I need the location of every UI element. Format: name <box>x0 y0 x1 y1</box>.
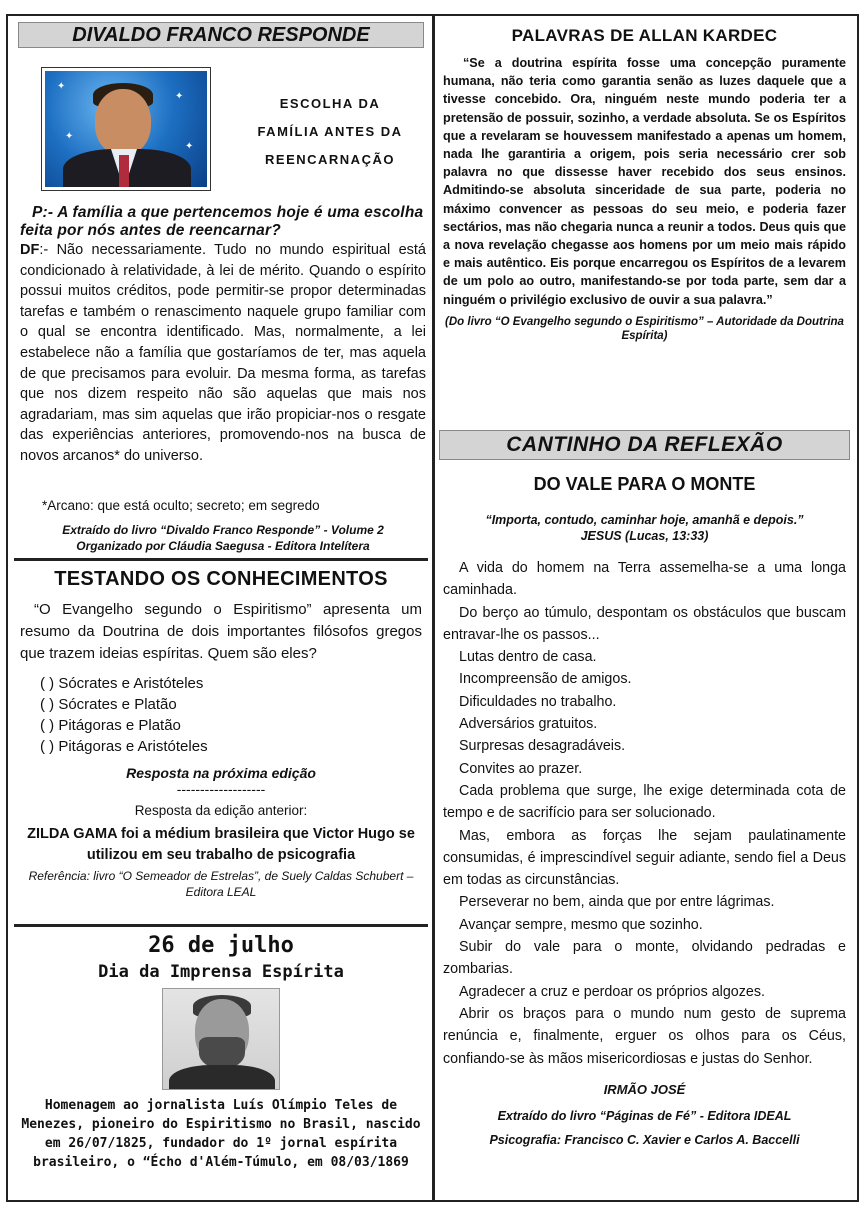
reflection-body <box>443 557 846 1070</box>
paragraph: Subir do vale para o monte, olvidando pedradas e zombarias. <box>443 939 846 978</box>
left-column <box>14 22 428 1213</box>
psychography-credit: Psicografia: Francisco C. Xavier e Carlos A. Baccelli <box>489 1132 800 1147</box>
testando-title: TESTANDO OS CONHECIMENTOS <box>54 568 388 590</box>
imprensa-date: 26 de julho <box>148 933 294 958</box>
testando-section <box>14 568 428 924</box>
previous-answer: ZILDA GAMA foi a médium brasileira que Victor Hugo se utilizou em seu trabalho de psicografia <box>27 826 415 863</box>
headline-line-3: REENCARNAÇÃO <box>265 152 395 167</box>
journalist-portrait <box>162 988 280 1090</box>
author-signature: IRMÃO JOSÉ <box>603 1081 686 1097</box>
epigraph-author: JESUS (Lucas, 13:33) <box>580 529 709 543</box>
answer-text: :- Não necessariamente. Tudo no mundo espiritual está condicionado à relatividade, à lei de mérito. Quando o espírito possui muitos créditos, pode permitir-se propor determinadas tarefas e também o renascimento naquele grupo familiar com o qual se encontra identificado. Mas, normalmente, a lei estabelece não a família que gostaríamos de ter, mas aquela de que precisamos para evoluir. Da mesma forma, as tarefas que nos dizem respeito não são aquelas que mais nos agradariam, mas sim aquelas que irão propiciar-nos o resgate das experiências anteriores, promovendo-nos na busca de novos arcanos* do universo. <box>20 242 426 464</box>
divaldo-source-line-1: Extraído do livro “Divaldo Franco Responde” - Volume 2 <box>62 523 384 537</box>
cantinho-section <box>439 430 850 1147</box>
cantinho-title: CANTINHO DA REFLEXÃO <box>439 430 850 460</box>
option-2: ( ) Sócrates e Platão <box>40 696 177 713</box>
section-divider <box>14 924 428 927</box>
paragraph: A vida do homem na Terra assemelha-se a uma longa caminhada. <box>443 560 846 599</box>
kardec-section <box>439 26 850 430</box>
divaldo-section <box>14 22 428 558</box>
kardec-title: PALAVRAS DE ALLAN KARDEC <box>511 26 778 45</box>
arcano-footnote: *Arcano: que está oculto; secreto; em segredo <box>42 498 320 513</box>
divaldo-title: DIVALDO FRANCO RESPONDE <box>18 22 424 48</box>
option-1: ( ) Sócrates e Aristóteles <box>40 675 204 692</box>
kardec-quote: “Se a doutrina espírita fosse uma concepção puramente humana, não teria como garantia senão as luzes daquele que a tivesse concebido. Ora, ninguém neste mundo poderia ter a pretensão de possuir, sozinho, a verdade absoluta. Se os Espíritos que a revelaram se houvessem manifestado a apenas um homem, nada lhe garantiria a origem, pois seria necessário crer sob palavra no que dissesse haver recebido dos seus ensinos. Admitindo-se absoluta sinceridade de sua parte, poderia no máximo convencer as pessoas do seu meio, e poderia fazer sectários, mas não chegaria nunca a reunir a todos. Deus quis que a nova revelação chegasse aos homens por um meio mais rápido e mais autêntico. Eis porque encarregou os Espíritos de a levarem de um polo ao outro, manifestando-se por toda parte, sem dar a ninguém o privilégio exclusivo de ouvir a sua palavra.” <box>443 56 846 307</box>
divaldo-source-line-2: Organizado por Cláudia Saegusa - Editora Intelítera <box>76 539 370 553</box>
right-column <box>439 22 850 1147</box>
option-4: ( ) Pitágoras e Aristóteles <box>40 738 208 755</box>
previous-reference: Referência: livro “O Semeador de Estrelas”, de Suely Caldas Schubert – Editora LEAL <box>28 869 414 899</box>
imprensa-title: Dia da Imprensa Espírita <box>98 962 344 982</box>
option-3: ( ) Pitágoras e Platão <box>40 717 181 734</box>
paragraph: Incompreensão de amigos. <box>459 671 632 688</box>
paragraph: Abrir os braços para o mundo num gesto de suprema renúncia e, finalmente, erguer os olhos para os Céus, confiando-se às mãos misericordiosas e justas do Senhor. <box>443 1005 846 1067</box>
column-divider <box>432 14 435 1202</box>
divaldo-answer <box>20 240 426 467</box>
paragraph: Agradecer a cruz e perdoar os próprios algozes. <box>459 983 765 1000</box>
paragraph: Mas, embora as forças lhe sejam paulatinamente consumidas, é imprescindível seguir adiante, sendo fiel a Deus em todas as circunstâncias. <box>443 827 846 889</box>
paragraph: Lutas dentro de casa. <box>459 649 597 666</box>
paragraph: Dificuldades no trabalho. <box>459 693 617 710</box>
headline-line-2: FAMÍLIA ANTES DA <box>257 124 403 139</box>
divaldo-question: P:- A família a que pertencemos hoje é uma escolha feita por nós antes de reencarnar? <box>20 204 424 239</box>
reflection-source: Extraído do livro “Páginas de Fé” - Editora IDEAL <box>497 1108 792 1123</box>
headline-line-1: ESCOLHA DA <box>279 96 381 111</box>
answer-prefix: DF <box>20 242 40 258</box>
divaldo-source <box>20 522 426 554</box>
divaldo-headline <box>232 90 428 174</box>
kardec-source: (Do livro “O Evangelho segundo o Espiritismo” – Autoridade da Doutrina Espírita) <box>445 315 844 342</box>
imprensa-section <box>14 933 428 1213</box>
imprensa-text: Homenagem ao jornalista Luís Olímpio Teles de Menezes, pioneiro do Espiritismo no Brasil, nascido em 26/07/1825, fundador do 1º jornal espírita brasileiro, o “Écho d'Além-Túmulo, em 08/03/1869 <box>21 1098 421 1170</box>
paragraph: Convites ao prazer. <box>459 760 583 777</box>
paragraph: Perseverar no bem, ainda que por entre lágrimas. <box>459 894 775 911</box>
paragraph: Adversários gratuitos. <box>459 716 598 733</box>
epigraph: “Importa, contudo, caminhar hoje, amanhã e depois.” <box>485 513 804 527</box>
reflection-title: DO VALE PARA O MONTE <box>533 474 756 494</box>
testando-question: “O Evangelho segundo o Espiritismo” apresenta um resumo da Doutrina de dois importantes filósofos gregos que trazem ideias espíritas. Quem são eles? <box>20 601 422 662</box>
previous-answer-label: Resposta da edição anterior: <box>134 803 308 818</box>
dashes-separator: ------------------- <box>176 781 266 797</box>
paragraph: Avançar sempre, mesmo que sozinho. <box>459 916 703 933</box>
next-edition-note: Resposta na próxima edição <box>126 765 316 781</box>
divaldo-photo: ✦ ✦ ✦ ✦ <box>41 67 211 191</box>
paragraph: Do berço ao túmulo, despontam os obstáculos que buscam entravar-lhe os passos... <box>443 604 846 643</box>
paragraph: Surpresas desagradáveis. <box>459 738 626 755</box>
paragraph: Cada problema que surge, lhe exige determinada cota de tempo e de sacrifício para ser solucionado. <box>443 782 846 822</box>
answer-options <box>40 673 428 757</box>
section-divider <box>14 558 428 561</box>
